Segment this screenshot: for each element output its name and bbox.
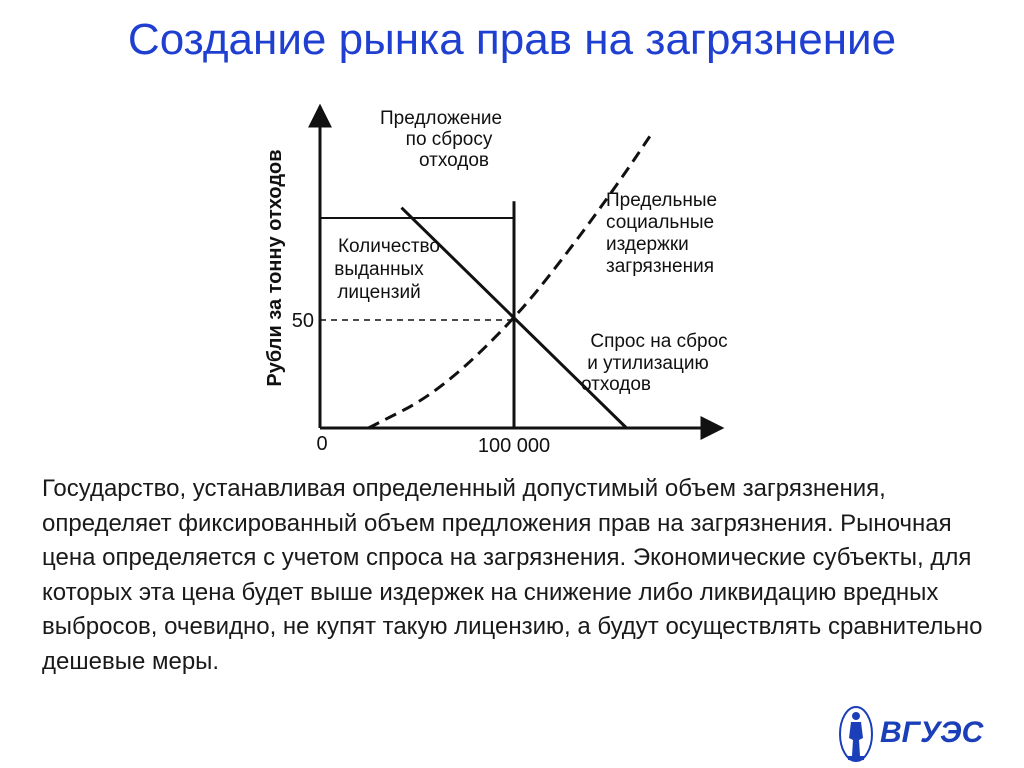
supply-label-line: Предложение [379, 108, 503, 129]
demand-label-line: и утилизацию [587, 353, 709, 374]
msc-label-line: издержки [606, 234, 689, 255]
licenses-label-line: Количество [337, 236, 441, 257]
y-tick-label: 50 [291, 310, 314, 332]
supply-label [380, 108, 502, 171]
supply-label-line: отходов [418, 150, 490, 171]
x-tick-label: 100 000 [477, 435, 551, 457]
licenses-label [334, 236, 440, 303]
demand-label-line: отходов [580, 374, 652, 395]
origin-label: 0 [316, 433, 328, 455]
msc-label-line: социальные [606, 212, 715, 233]
supply-label-line: по сбросу [405, 129, 493, 150]
vguies-logo [836, 704, 996, 764]
y-axis-label: Рубли за тонну отходов [264, 149, 286, 387]
slide-title: Создание рынка прав на загрязнение [127, 15, 897, 64]
statue-emblem-icon [840, 707, 872, 761]
msc-label [606, 190, 717, 277]
demand-label [581, 331, 728, 395]
licenses-label-line: выданных [334, 259, 424, 280]
demand-label-line: Спрос на сброс [590, 331, 728, 352]
body-paragraph: Государство, устанавливая определенный допустимый объем загрязнения, определяет фиксированный объем предложения прав на загрязнения. Рыночная цена определяется с учетом спроса на загрязнения. Экономические субъекты, для которых эта цена будет выше издержек на снижение либо ликвидацию вредных выбросов, очевидно, не купят такую лицензию, а будут осуществлять сравнительно дешевые меры. [42, 475, 983, 675]
licenses-label-line: лицензий [337, 282, 421, 303]
logo-text: ВГУЭС [880, 716, 984, 749]
msc-label-line: загрязнения [606, 256, 715, 277]
msc-label-line: Предельные [606, 190, 718, 211]
